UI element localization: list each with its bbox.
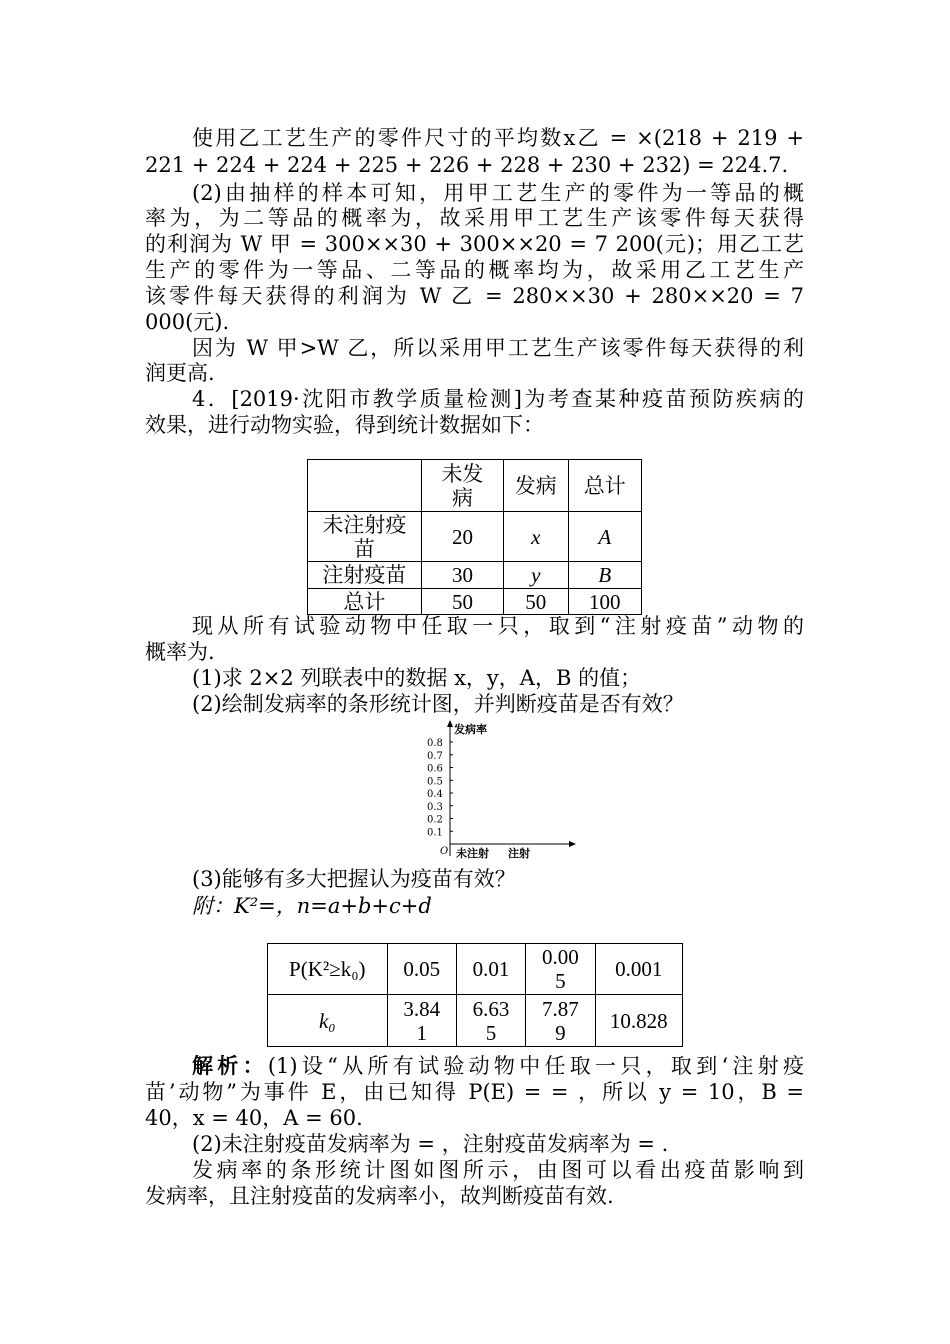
table-cell: 50 [421, 589, 503, 615]
table-cell: 7.87 9 [526, 995, 595, 1047]
y-tick-label: 0.5 [427, 776, 443, 788]
text-line: 率为，为二等品的概率为，故采用甲工艺生产该零件每天获得 [145, 206, 804, 230]
y-tick-label: 0.3 [427, 801, 443, 813]
text-line: 221 + 224 + 224 + 225 + 226 + 228 + 230 + 232) = 224.7. [145, 153, 789, 177]
solution-line [192, 1053, 804, 1079]
table-cell: 30 [421, 562, 503, 589]
table-header-cell: P(K²≥k₀) [268, 944, 388, 995]
text-line: 发病率，且注射疫苗的发病率小，故判断疫苗有效. [145, 1184, 614, 1208]
text-line: (1)求 2×2 列联表中的数据 x，y，A，B 的值； [192, 666, 642, 690]
table-cell: B [568, 562, 642, 589]
table-cell: 100 [568, 589, 642, 615]
text-line: 000(元). [145, 310, 230, 334]
critical-value-table [267, 943, 683, 1047]
y-tick-label: 0.2 [427, 814, 443, 826]
text-line: (2)绘制发病率的条形统计图，并判断疫苗是否有效？ [192, 692, 684, 716]
y-axis-arrow [447, 720, 453, 727]
x-category-label: 注射 [508, 847, 530, 860]
text-line: 该零件每天获得的利润为 W 乙 = 280××30 + 280××20 = 7 [145, 284, 804, 308]
table-row-label: 注射疫苗 [308, 562, 422, 589]
text-line: (3)能够有多大把握认为疫苗有效？ [192, 867, 516, 891]
y-tick-label: 0.8 [427, 738, 443, 749]
text-line: 润更高. [145, 361, 215, 385]
table-header-cell: 总计 [568, 460, 642, 512]
table-header-cell: 发病 [504, 460, 568, 512]
text-line: 现从所有试验动物中任取一只，取到“注射疫苗”动物的 [192, 614, 804, 638]
text-line: 生产的零件为一等品、二等品的概率均为，故采用乙工艺生产 [145, 258, 804, 282]
table-cell: 0.001 [595, 944, 682, 995]
table-cell: 0.00 5 [526, 944, 595, 995]
solution-label: 解析： [192, 1053, 268, 1078]
y-tick-label: 0.6 [427, 763, 443, 775]
text-line: 效果，进行动物实验，得到统计数据如下： [145, 413, 544, 437]
table-cell: 20 [421, 512, 503, 562]
text-line: 的利润为 W 甲 = 300××30 + 300××20 = 7 200(元)；用乙工艺 [145, 232, 804, 256]
table-cell: 10.828 [595, 995, 682, 1047]
y-tick-label: 0.4 [427, 789, 443, 800]
x-category-label: 未注射 [456, 847, 489, 860]
text-line: 使用乙工艺生产的零件尺寸的平均数x乙 = ×(218 + 219 + [192, 126, 804, 150]
y-tick-label: 0.7 [427, 750, 443, 762]
solution-text: (1)设“从所有试验动物中任取一只，取到‘注射疫 [267, 1054, 805, 1078]
table-row-label: k₀ [268, 995, 388, 1047]
table-cell: x [504, 512, 568, 562]
table-cell: 0.01 [456, 944, 525, 995]
text-line: (2)由抽样的样本可知，用甲工艺生产的零件为一等品的概 [192, 181, 804, 205]
text-line: 发病率的条形统计图如图所示，由图可以看出疫苗影响到 [192, 1158, 804, 1182]
text-line: 40，x = 40，A = 60. [145, 1106, 363, 1130]
origin-label: O [440, 846, 449, 857]
text-line: 因为 W 甲>W 乙，所以采用甲工艺生产该零件每天获得的利 [192, 336, 804, 360]
table-row-label: 未注射疫 苗 [308, 512, 422, 562]
y-tick-label: 0.1 [427, 827, 443, 839]
table-cell: 50 [504, 589, 568, 615]
bar-chart [420, 718, 580, 863]
table-cell: 3.84 1 [387, 995, 456, 1047]
table-cell [308, 460, 422, 512]
question-4-line: 4．[2019·沈阳市教学质量检测]为考查某种疫苗预防疾病的 [192, 387, 804, 411]
contingency-table [307, 459, 642, 615]
text-line: 概率为. [145, 640, 215, 664]
table-row-label: 总计 [308, 589, 422, 615]
x-axis-arrow [569, 841, 576, 847]
formula-line: 附：K²=，n=a+b+c+d [192, 894, 432, 918]
text-line: 苗’动物”为事件 E，由已知得 P(E) = = ，所以 y = 10，B = [145, 1080, 804, 1104]
table-cell: 0.05 [387, 944, 456, 995]
table-cell: 6.63 5 [456, 995, 525, 1047]
text-line: (2)未注射疫苗发病率为 = ，注射疫苗发病率为 = . [192, 1132, 669, 1156]
y-axis-label: 发病率 [454, 723, 487, 736]
table-cell: A [568, 512, 642, 562]
table-header-cell: 未发 病 [421, 460, 503, 512]
table-cell: y [504, 562, 568, 589]
